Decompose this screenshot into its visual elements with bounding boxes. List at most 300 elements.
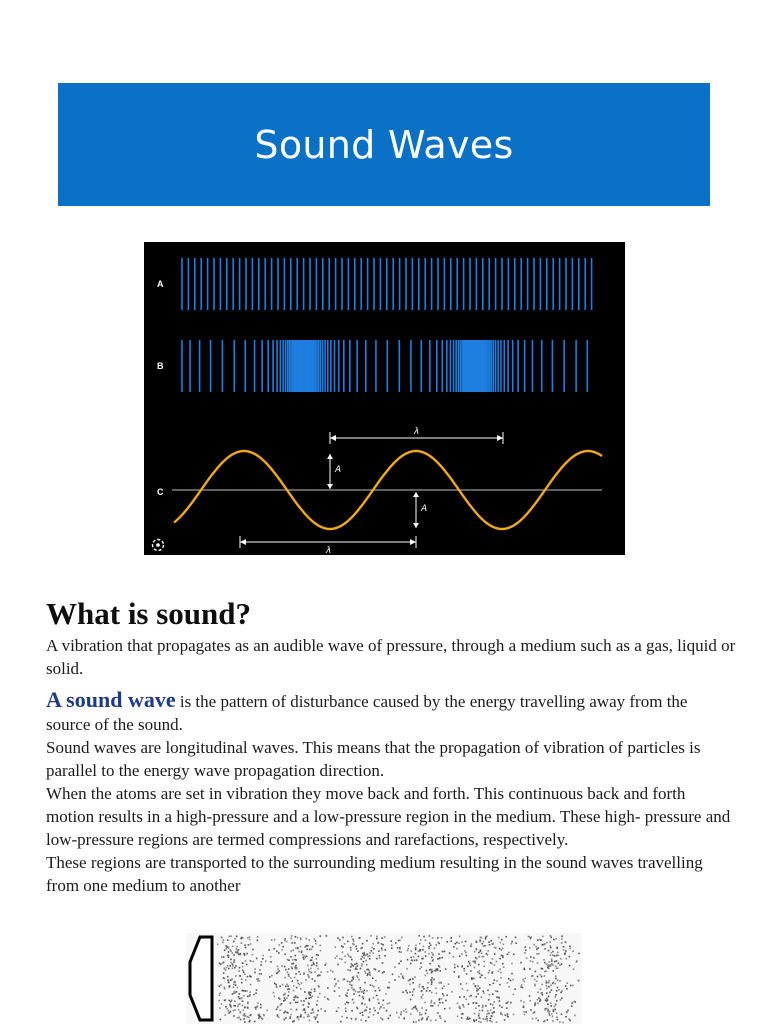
particle-dot (550, 1002, 552, 1004)
particle-dot (230, 1006, 232, 1008)
particle-dot (317, 1000, 319, 1002)
particle-dot (476, 1002, 478, 1004)
particle-dot (428, 946, 430, 948)
particle-dot (540, 939, 542, 941)
particle-dot (546, 988, 548, 990)
particle-dot (422, 958, 424, 960)
particle-dot (439, 1002, 441, 1004)
particle-dot (555, 994, 557, 996)
particle-dot (233, 1010, 235, 1012)
particle-dot (466, 955, 468, 957)
particle-dot (308, 969, 310, 971)
particle-dot (249, 936, 251, 938)
particle-dot (550, 985, 552, 987)
particle-dot (305, 979, 307, 981)
particle-dot (297, 997, 299, 999)
particle-dot (231, 978, 233, 980)
particle-dot (439, 999, 441, 1001)
particle-dot (252, 949, 254, 951)
particle-dot (294, 959, 296, 961)
particle-dot (375, 980, 377, 982)
particle-dot (227, 979, 229, 981)
particle-dot (445, 1000, 447, 1002)
particle-dot (369, 998, 371, 1000)
particle-dot (244, 1006, 246, 1008)
particle-dot (346, 992, 348, 994)
particle-dot (560, 992, 562, 994)
particle-dot (285, 969, 287, 971)
particle-dot (228, 951, 230, 953)
particle-dot (503, 944, 505, 946)
particle-dot (257, 980, 259, 982)
particle-dot (495, 947, 497, 949)
particle-dot (371, 950, 373, 952)
particle-dot (308, 939, 310, 941)
particle-dot (556, 1000, 558, 1002)
particle-dot (301, 952, 303, 954)
particle-dot (318, 985, 320, 987)
particle-dot (263, 1014, 265, 1016)
particle-dot (225, 969, 227, 971)
particle-dot (314, 980, 316, 982)
particle-dot (490, 1018, 492, 1020)
particle-dot (303, 958, 305, 960)
particle-dot (229, 936, 231, 938)
particle-dot (547, 1019, 549, 1021)
particle-dot (279, 985, 281, 987)
particle-dot (300, 1014, 302, 1016)
particle-dot (296, 987, 298, 989)
particle-dot (313, 962, 315, 964)
particle-dot (276, 986, 278, 988)
particle-dot (364, 971, 366, 973)
particle-dot (558, 955, 560, 957)
particle-dot (357, 991, 359, 993)
particle-dot (300, 937, 302, 939)
particle-dot (315, 943, 317, 945)
particle-dot (430, 1020, 432, 1022)
particle-dot (311, 989, 313, 991)
particle-dot (219, 992, 221, 994)
particle-dot (386, 1010, 388, 1012)
particle-dot (572, 950, 574, 952)
particle-dot (247, 1007, 249, 1009)
particle-dot (287, 959, 289, 961)
particle-dot (307, 945, 309, 947)
particle-dot (551, 1013, 553, 1015)
particle-dot (291, 968, 293, 970)
particle-dot (500, 942, 502, 944)
particle-dot (245, 947, 247, 949)
particle-dot (295, 995, 297, 997)
particle-dot (424, 1002, 426, 1004)
particle-dot (236, 936, 238, 938)
particle-dot (336, 955, 338, 957)
particle-dot (508, 952, 510, 954)
particle-dot (408, 980, 410, 982)
particle-dot (472, 1002, 474, 1004)
particle-dot (218, 1000, 220, 1002)
particle-dot (529, 995, 531, 997)
particle-dot (394, 979, 396, 981)
particle-dot (288, 974, 290, 976)
particle-dot (463, 1006, 465, 1008)
particle-dot (348, 1002, 350, 1004)
particle-dot (300, 973, 302, 975)
particle-dot (230, 935, 232, 937)
particle-dot (557, 967, 559, 969)
particle-dot (524, 946, 526, 948)
particle-dot (256, 958, 258, 960)
particle-dot (547, 1003, 549, 1005)
particle-dot (465, 941, 467, 943)
particle-dot (366, 940, 368, 942)
particle-dot (354, 964, 356, 966)
particle-dot (290, 950, 292, 952)
particle-dot (544, 971, 546, 973)
particle-dot (355, 991, 357, 993)
particle-dot (237, 987, 239, 989)
particle-dot (431, 992, 433, 994)
particle-dot (233, 984, 235, 986)
particle-dot (544, 1020, 546, 1022)
particle-dot (310, 997, 312, 999)
particle-dot (238, 949, 240, 951)
particle-dot (281, 942, 283, 944)
particle-dot (246, 964, 248, 966)
particle-dot (465, 952, 467, 954)
particle-dot (234, 1009, 236, 1011)
particle-dot (417, 1010, 419, 1012)
particle-dot (480, 941, 482, 943)
particle-dot (559, 964, 561, 966)
particle-dot (286, 1012, 288, 1014)
particle-dot (242, 1000, 244, 1002)
particle-dot (320, 1008, 322, 1010)
particle-dot (524, 978, 526, 980)
particle-dot (426, 990, 428, 992)
particle-dot (387, 987, 389, 989)
particle-dot (407, 950, 409, 952)
particle-dot (508, 978, 510, 980)
particle-dot (341, 959, 343, 961)
particle-dot (379, 957, 381, 959)
particle-dot (431, 957, 433, 959)
particle-dot (552, 954, 554, 956)
particle-dot (256, 1006, 258, 1008)
particle-dot (444, 1008, 446, 1010)
particle-dot (473, 1019, 475, 1021)
particle-dot (552, 1009, 554, 1011)
particle-dot (443, 995, 445, 997)
particle-dot (259, 969, 261, 971)
particle-dot (416, 1008, 418, 1010)
particle-dot (385, 949, 387, 951)
particle-dot (480, 1021, 482, 1023)
particle-dot (366, 964, 368, 966)
particle-dot (362, 1002, 364, 1004)
particle-dot (453, 946, 455, 948)
particle-dot (514, 988, 516, 990)
particle-dot (536, 953, 538, 955)
particle-dot (529, 968, 531, 970)
particle-dot (537, 1020, 539, 1022)
particle-dot (284, 954, 286, 956)
particle-dot (351, 1010, 353, 1012)
particle-dot (493, 1011, 495, 1013)
particle-dot (314, 938, 316, 940)
particle-dot (291, 935, 293, 937)
particle-dot (277, 1006, 279, 1008)
particle-dot (381, 943, 383, 945)
particle-dot (410, 963, 412, 965)
particle-dot (559, 980, 561, 982)
particle-dot (303, 1004, 305, 1006)
particle-dot (240, 1019, 242, 1021)
particle-dot (349, 970, 351, 972)
particle-dot (306, 938, 308, 940)
particle-dot (457, 1016, 459, 1018)
particle-dot (298, 951, 300, 953)
particle-dot (284, 938, 286, 940)
particle-dot (400, 1014, 402, 1016)
particle-dot (467, 1017, 469, 1019)
particle-dot (374, 1010, 376, 1012)
particle-dot (501, 949, 503, 951)
particle-dot (239, 1003, 241, 1005)
particle-dot (398, 1017, 400, 1019)
particle-dot (345, 1011, 347, 1013)
particle-dot (481, 996, 483, 998)
particle-dot (561, 1014, 563, 1016)
particle-dot (414, 960, 416, 962)
particle-dot (522, 987, 524, 989)
particle-dot (431, 982, 433, 984)
particle-dot (311, 995, 313, 997)
particle-dot (378, 970, 380, 972)
particle-dot (284, 997, 286, 999)
particle-dot (425, 939, 427, 941)
particle-dot (482, 1007, 484, 1009)
particle-dot (487, 1020, 489, 1022)
particle-dot (439, 957, 441, 959)
particle-dot (383, 971, 385, 973)
particle-dot (242, 1005, 244, 1007)
particle-dot (278, 952, 280, 954)
particle-dot (227, 939, 229, 941)
particle-dot (538, 953, 540, 955)
particle-dot (351, 1018, 353, 1020)
particle-dot (369, 1008, 371, 1010)
particle-dot (338, 980, 340, 982)
particle-dot (347, 981, 349, 983)
particle-dot (513, 994, 515, 996)
particle-dot (478, 952, 480, 954)
particle-dot (425, 975, 427, 977)
particle-dot (378, 1002, 380, 1004)
particle-dot (232, 952, 234, 954)
particle-dot (430, 1005, 432, 1007)
particle-dot (377, 999, 379, 1001)
particle-dot (467, 990, 469, 992)
particle-dot (306, 998, 308, 1000)
particle-dot (233, 941, 235, 943)
particle-dot (437, 958, 439, 960)
particle-dot (356, 968, 358, 970)
particle-dot (440, 970, 442, 972)
particle-dot (493, 983, 495, 985)
particle-dot (523, 1011, 525, 1013)
particle-dot (244, 990, 246, 992)
particle-dot (391, 945, 393, 947)
particle-dot (493, 1007, 495, 1009)
particle-dot (293, 990, 295, 992)
particle-dot (350, 956, 352, 958)
particle-dot (320, 950, 322, 952)
particle-dot (372, 952, 374, 954)
particle-dot (561, 997, 563, 999)
particle-dot (499, 1005, 501, 1007)
particle-dot (360, 1019, 362, 1021)
particle-dot (228, 968, 230, 970)
particle-dot (423, 936, 425, 938)
particle-dot (241, 942, 243, 944)
particle-dot (556, 955, 558, 957)
label-c: C (157, 487, 164, 497)
particle-dot (490, 1010, 492, 1012)
particle-dot (364, 1004, 366, 1006)
particle-dot (361, 991, 363, 993)
particle-dot (238, 996, 240, 998)
particle-dot (496, 961, 498, 963)
particle-dot (391, 947, 393, 949)
particle-dot (442, 993, 444, 995)
particle-dot (353, 1002, 355, 1004)
particle-dot (385, 993, 387, 995)
particle-dot (549, 964, 551, 966)
particle-dot (569, 956, 571, 958)
particle-dot (341, 945, 343, 947)
particle-dot (357, 1008, 359, 1010)
particle-dot (428, 1016, 430, 1018)
particle-dot (311, 972, 313, 974)
particle-dot (228, 957, 230, 959)
particle-dot (401, 1011, 403, 1013)
particle-dot (476, 958, 478, 960)
particle-dot (229, 985, 231, 987)
particle-dot (274, 939, 276, 941)
particle-dot (254, 1021, 256, 1023)
particle-dot (253, 961, 255, 963)
particle-dot (434, 1003, 436, 1005)
particle-dot (413, 1007, 415, 1009)
particle-dot (523, 968, 525, 970)
particle-dot (334, 990, 336, 992)
particle-dot (422, 1017, 424, 1019)
particle-dot (244, 1021, 246, 1023)
particle-dot (549, 986, 551, 988)
particle-dot (262, 955, 264, 957)
particle-dot (288, 976, 290, 978)
particle-dot (431, 977, 433, 979)
particle-dot (459, 936, 461, 938)
particle-dot (302, 957, 304, 959)
particle-dot (535, 1018, 537, 1020)
particle-dot (471, 977, 473, 979)
particle-dot (355, 967, 357, 969)
particle-dot (313, 1012, 315, 1014)
particle-dot (477, 985, 479, 987)
particle-dot (245, 979, 247, 981)
particle-dot (521, 984, 523, 986)
particle-dot (481, 956, 483, 958)
particle-dot (505, 936, 507, 938)
particle-dot (286, 941, 288, 943)
particle-dot (506, 1007, 508, 1009)
particle-dot (301, 982, 303, 984)
particle-dot (540, 988, 542, 990)
particle-dot (432, 954, 434, 956)
particle-dot (546, 942, 548, 944)
particle-dot (260, 964, 262, 966)
particle-dot (355, 1018, 357, 1020)
particle-dot (370, 984, 372, 986)
particle-dot (429, 963, 431, 965)
particle-dot (449, 1007, 451, 1009)
particle-dot (442, 1002, 444, 1004)
particle-dot (470, 965, 472, 967)
particle-dot (431, 984, 433, 986)
particle-dot (555, 978, 557, 980)
particle-dot (236, 946, 238, 948)
particle-dot (463, 945, 465, 947)
particle-dot (348, 955, 350, 957)
particle-dot (366, 969, 368, 971)
particle-dot (308, 1006, 310, 1008)
particle-dot (230, 979, 232, 981)
particle-dot (232, 993, 234, 995)
particle-dot (437, 970, 439, 972)
particle-dot (235, 938, 237, 940)
particle-dot (489, 944, 491, 946)
particle-dot (523, 981, 525, 983)
particle-dot (402, 991, 404, 993)
particle-dot (507, 1013, 509, 1015)
particle-dot (284, 966, 286, 968)
particle-dot (315, 1017, 317, 1019)
particle-dot (310, 992, 312, 994)
particle-dot (447, 941, 449, 943)
particle-dot (270, 961, 272, 963)
particle-dot (378, 950, 380, 952)
particle-dot (428, 948, 430, 950)
particle-dot (382, 944, 384, 946)
sound-wave-lead: A sound wave (46, 687, 176, 712)
particle-dot (402, 977, 404, 979)
camera-icon[interactable] (153, 540, 164, 551)
particle-dot (230, 962, 232, 964)
particle-dot (288, 988, 290, 990)
particle-dot (294, 977, 296, 979)
particle-dot (464, 970, 466, 972)
particle-dot (238, 954, 240, 956)
particle-dot (523, 1001, 525, 1003)
particle-dot (480, 950, 482, 952)
particle-dot (403, 1010, 405, 1012)
particle-dot (362, 943, 364, 945)
particle-dot (450, 937, 452, 939)
particle-dot (281, 1003, 283, 1005)
